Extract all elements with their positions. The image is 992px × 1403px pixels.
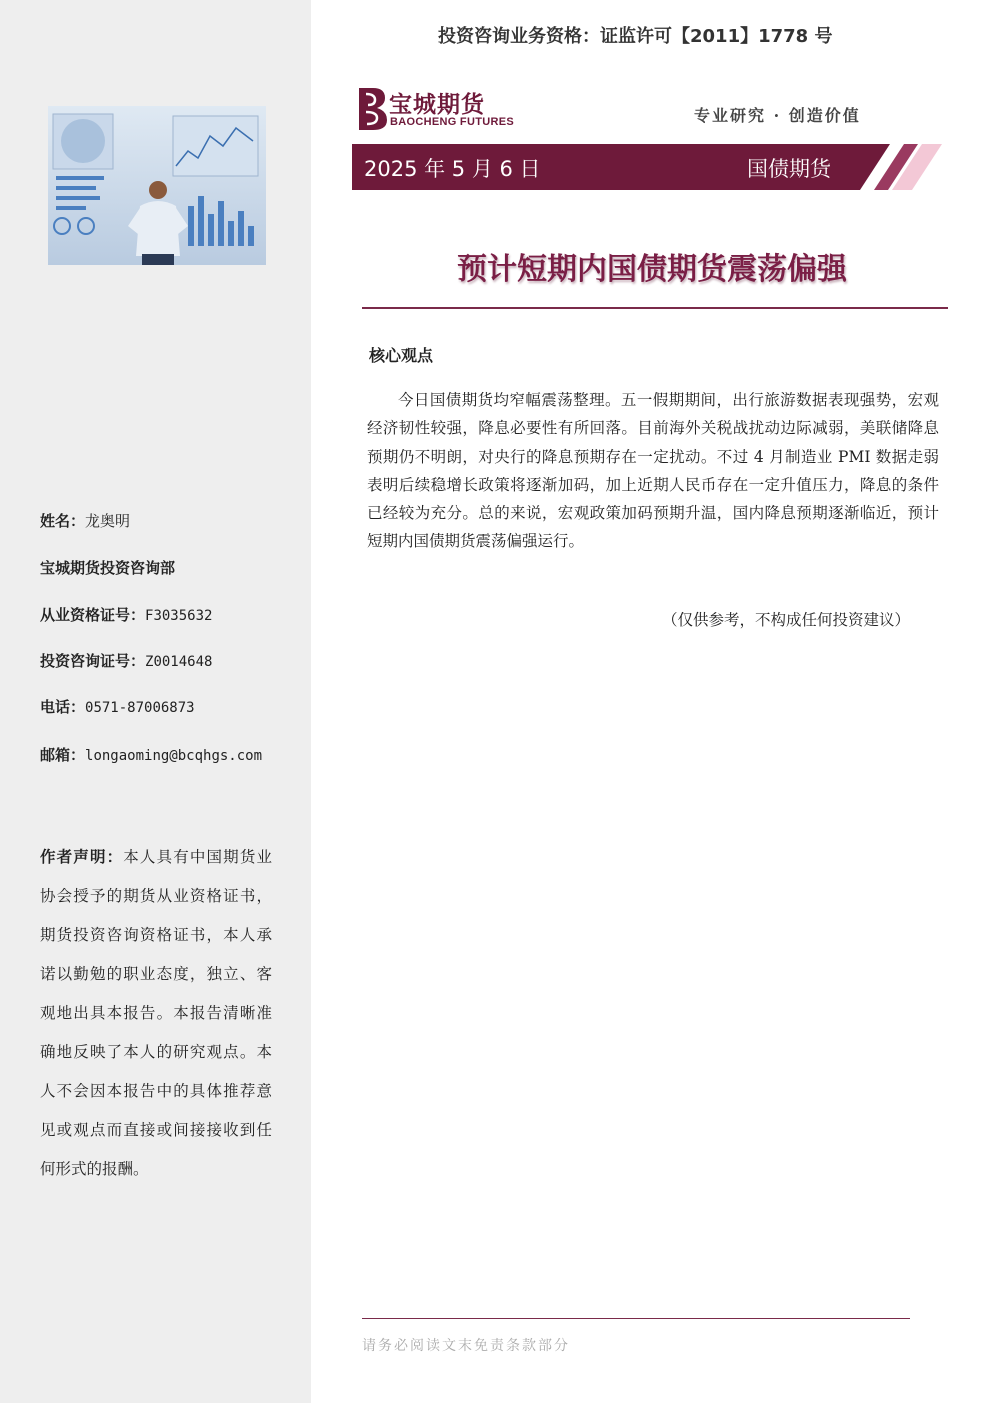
phone-label: 电话： [40, 698, 86, 716]
phone [40, 696, 195, 717]
businessman-charts-image [48, 106, 266, 265]
cert-label: 从业资格证号： [40, 606, 146, 624]
email [40, 744, 262, 765]
qualification-cert [40, 604, 212, 625]
logo-b-icon [355, 86, 389, 132]
disclaimer: （仅供参考，不构成任何投资建议） [662, 611, 911, 629]
brand-logo [355, 84, 525, 134]
sidebar [0, 0, 311, 1403]
name-value: 龙奥明 [85, 512, 131, 530]
cert-value: F3035632 [145, 608, 213, 624]
logo-chinese: 宝城期货 [389, 91, 485, 118]
name-label: 姓名： [40, 512, 86, 530]
advisory-value: Z0014648 [145, 654, 213, 670]
author-name [40, 510, 130, 531]
title-divider [362, 307, 948, 309]
advisory-cert [40, 650, 212, 671]
section-heading: 核心观点 [369, 346, 434, 365]
author-statement [40, 838, 272, 1189]
report-date: 2025 年 5 月 6 日 [364, 157, 541, 181]
statement-text: 本人具有中国期货业协会授予的期货从业资格证书，期货投资咨询资格证书，本人承诺以勤勉的职业态度，独立、客观地出具本报告。本报告清晰准确地反映了本人的研究观点。本人不会因本报告中的具体推荐意见或观点而直接或间接接收到任何形式的报酬。 [40, 848, 272, 1178]
date-banner [352, 144, 942, 190]
email-value: longaoming@bcqhgs.com [85, 748, 263, 764]
report-category: 国债期货 [747, 157, 831, 181]
cover-photo [48, 106, 266, 265]
body-paragraph: 今日国债期货均窄幅震荡整理。五一假期期间，出行旅游数据表现强势，宏观经济韧性较强，降息必要性有所回落。目前海外关税战扰动边际减弱，美联储降息预期仍不明朗，对央行的降息预期存在一定扰动。不过 4 月制造业 PMI 数据走弱表明后续稳增长政策将逐渐加码，加上近期人民币存在一定升值压力，降息的条件已经较为充分。总的来说，宏观政策加码预期升温，国内降息预期逐渐临近，预计短期内国债期货震荡偏强运行。 [367, 391, 939, 551]
document-title: 预计短期内国债期货震荡偏强 [457, 252, 847, 287]
email-label: 邮箱： [40, 746, 86, 764]
advisory-label: 投资咨询证号： [40, 652, 146, 670]
department: 宝城期货投资咨询部 [40, 559, 176, 577]
footer-divider [362, 1318, 910, 1319]
statement-label: 作者声明： [40, 848, 124, 866]
footer-note: 请务必阅读文末免责条款部分 [362, 1338, 570, 1354]
phone-value: 0571-87006873 [85, 700, 195, 716]
slogan: 专业研究 · 创造价值 [694, 106, 861, 125]
logo-english: BAOCHENG FUTURES [390, 116, 514, 128]
license-line: 投资咨询业务资格：证监许可【2011】1778 号 [438, 26, 833, 47]
